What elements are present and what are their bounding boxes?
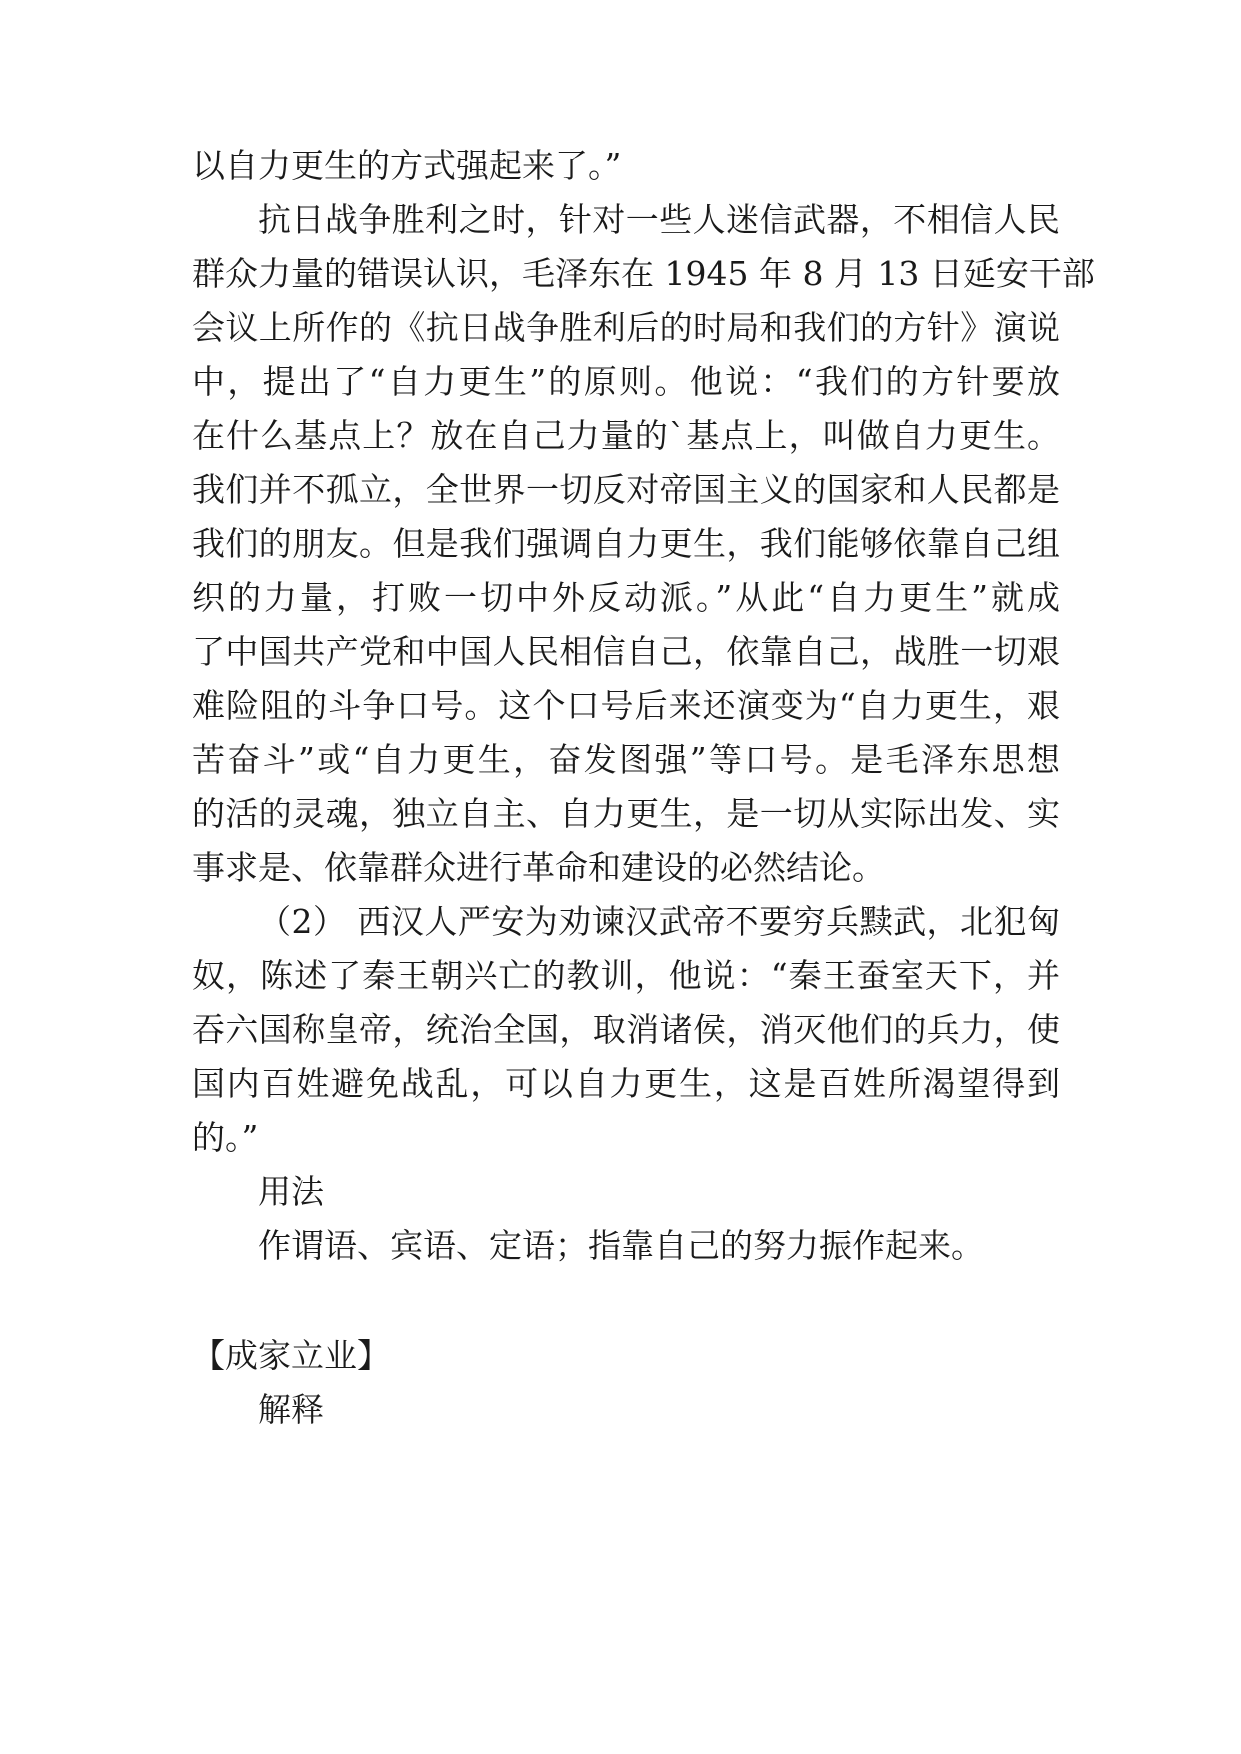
text-line: 中，提出了“自力更生”的原则。他说：“我们的方针要放	[192, 362, 1060, 401]
text-line: 国内百姓避免战乱，可以自力更生，这是百姓所渴望得到	[192, 1064, 1060, 1103]
text-line: 苦奋斗”或“自力更生，奋发图强”等口号。是毛泽东思想	[192, 740, 1060, 779]
text-line: 我们的朋友。但是我们强调自力更生，我们能够依靠自己组	[192, 524, 1060, 563]
entry-title: 【成家立业】	[192, 1336, 390, 1375]
text-line: （2） 西汉人严安为劝谏汉武帝不要穷兵黩武，北犯匈	[258, 902, 1060, 941]
usage-text: 作谓语、宾语、定语；指靠自己的努力振作起来。	[258, 1226, 984, 1265]
text-line: 的活的灵魂，独立自主、自力更生，是一切从实际出发、实	[192, 794, 1060, 833]
text-line: 以自力更生的方式强起来了。”	[192, 146, 622, 185]
text-line: 我们并不孤立，全世界一切反对帝国主义的国家和人民都是	[192, 470, 1060, 509]
text-line: 难险阻的斗争口号。这个口号后来还演变为“自力更生，艰	[192, 686, 1060, 725]
text-line: 会议上所作的《抗日战争胜利后的时局和我们的方针》演说	[192, 308, 1060, 347]
text-line: 抗日战争胜利之时，针对一些人迷信武器，不相信人民	[258, 200, 1060, 239]
text-line: 织的力量，打败一切中外反动派。”从此“自力更生”就成	[192, 578, 1060, 617]
usage-heading: 用法	[258, 1172, 324, 1211]
text-line: 的。”	[192, 1118, 259, 1157]
text-line: 了中国共产党和中国人民相信自己，依靠自己，战胜一切艰	[192, 632, 1060, 671]
text-line: 奴，陈述了秦王朝兴亡的教训，他说：“秦王蚕室天下，并	[192, 956, 1060, 995]
text-line: 群众力量的错误认识，毛泽东在 1945 年 8 月 13 日延安干部	[192, 254, 1095, 293]
text-line: 吞六国称皇帝，统治全国，取消诸侯，消灭他们的兵力，使	[192, 1010, 1060, 1049]
text-line: 事求是、依靠群众进行革命和建设的必然结论。	[192, 848, 885, 887]
explain-heading: 解释	[258, 1390, 324, 1429]
text-line: 在什么基点上？放在自己力量的`基点上，叫做自力更生。	[192, 416, 1060, 455]
